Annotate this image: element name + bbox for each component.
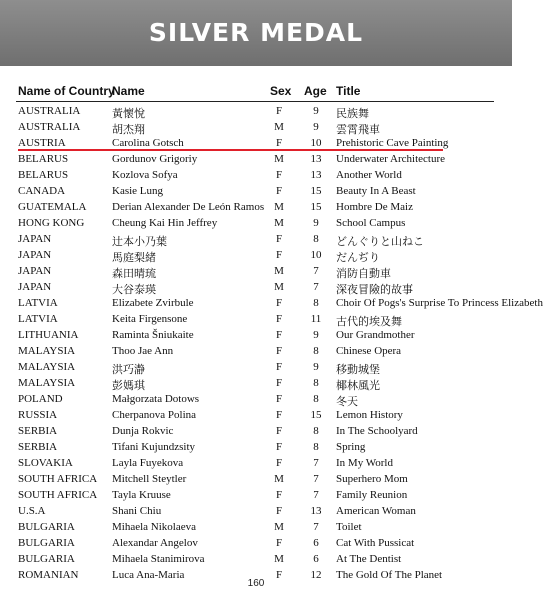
table-row <box>0 503 512 519</box>
cell-title: 深夜冒險的故事 <box>336 284 413 296</box>
cell-name: 大谷泰瑛 <box>112 284 156 296</box>
table-row <box>0 215 512 231</box>
cell-age: 15 <box>310 185 322 197</box>
cell-age: 13 <box>310 169 322 181</box>
cell-country: RUSSIA <box>18 409 58 421</box>
cell-title: At The Dentist <box>336 553 402 565</box>
table-row <box>0 439 512 455</box>
cell-name: 辻本小乃葉 <box>112 236 167 248</box>
cell-age: 7 <box>313 521 319 533</box>
cell-sex: F <box>275 393 283 405</box>
cell-title: American Woman <box>336 505 416 517</box>
cell-age: 9 <box>313 105 319 117</box>
cell-title: どんぐりと山ねこ <box>336 236 424 248</box>
cell-age: 13 <box>310 505 322 517</box>
winners-table <box>0 103 543 583</box>
cell-country: SOUTH AFRICA <box>18 489 98 501</box>
cell-country: SOUTH AFRICA <box>18 473 98 485</box>
table-row <box>0 487 512 503</box>
cell-country: MALAYSIA <box>18 345 76 357</box>
cell-age: 9 <box>313 121 319 133</box>
cell-title: Toilet <box>336 521 362 533</box>
table-row <box>0 519 512 535</box>
cell-sex: M <box>274 521 284 533</box>
cell-name: Alexandar Angelov <box>112 537 198 549</box>
cell-title: In My World <box>336 457 393 469</box>
cell-name: 黃懷悅 <box>112 108 145 120</box>
cell-age: 7 <box>313 489 319 501</box>
cell-name: Cherpanova Polina <box>112 409 197 421</box>
cell-country: BELARUS <box>18 153 69 165</box>
cell-age: 15 <box>310 409 322 421</box>
cell-name: Gordunov Grigoriy <box>112 153 198 165</box>
page-title: SILVER MEDAL <box>148 17 364 47</box>
page-number: 160 <box>247 578 265 589</box>
cell-sex: F <box>275 169 283 181</box>
cell-age: 11 <box>310 313 322 325</box>
cell-name: Layla Fuyekova <box>112 457 184 469</box>
cell-country: MALAYSIA <box>18 361 76 373</box>
table-row <box>0 311 512 327</box>
table-row <box>0 151 512 167</box>
cell-title: 冬天 <box>336 396 358 408</box>
cell-sex: F <box>275 313 283 325</box>
cell-country: MALAYSIA <box>18 377 76 389</box>
cell-sex: M <box>274 553 284 565</box>
cell-name: Keita Firgensone <box>112 313 188 325</box>
cell-name: 馬庭梨緒 <box>112 252 156 264</box>
cell-title: Beauty In A Beast <box>336 185 416 197</box>
cell-sex: M <box>274 121 284 133</box>
cell-title: School Campus <box>336 217 406 229</box>
cell-sex: F <box>275 537 283 549</box>
cell-sex: M <box>274 153 284 165</box>
cell-age: 8 <box>313 345 319 357</box>
cell-age: 7 <box>313 473 319 485</box>
cell-name: Raminta Šniukaite <box>112 329 194 341</box>
cell-title: Prehistoric Cave Painting <box>336 137 449 149</box>
cell-age: 8 <box>313 425 319 437</box>
cell-country: SERBIA <box>18 425 58 437</box>
cell-age: 12 <box>310 569 322 581</box>
cell-sex: F <box>275 489 283 501</box>
cell-title: 椰林風光 <box>336 380 380 392</box>
cell-name: Małgorzata Dotows <box>112 393 200 405</box>
cell-sex: F <box>275 361 283 373</box>
cell-country: SERBIA <box>18 441 58 453</box>
table-row <box>0 471 512 487</box>
cell-country: ROMANIAN <box>18 569 79 581</box>
cell-title: Spring <box>336 441 366 453</box>
cell-country: BULGARIA <box>18 537 75 549</box>
cell-country: JAPAN <box>18 249 52 261</box>
cell-sex: F <box>275 425 283 437</box>
cell-sex: F <box>275 329 283 341</box>
table-row <box>0 167 512 183</box>
cell-age: 9 <box>313 329 319 341</box>
cell-age: 15 <box>310 201 322 213</box>
table-row <box>0 295 543 311</box>
cell-age: 7 <box>313 457 319 469</box>
cell-age: 8 <box>313 377 319 389</box>
cell-name: Shani Chiu <box>112 505 162 517</box>
cell-title: Choir Of Pogs's Surprise To Princess Elizabeth <box>336 297 543 309</box>
table-row <box>0 119 512 135</box>
table-row <box>0 423 512 439</box>
cell-title: 雲霄飛車 <box>336 124 380 136</box>
cell-country: JAPAN <box>18 265 52 277</box>
cell-sex: M <box>274 201 284 213</box>
cell-country: U.S.A <box>18 505 46 517</box>
cell-sex: F <box>275 457 283 469</box>
column-header-sex: Sex <box>270 84 292 98</box>
cell-title: Hombre De Maiz <box>336 201 413 213</box>
table-row <box>0 359 512 375</box>
cell-sex: F <box>275 377 283 389</box>
cell-name: 森田晴琉 <box>112 268 156 280</box>
cell-country: HONG KONG <box>18 217 85 229</box>
cell-age: 13 <box>310 153 322 165</box>
cell-title: 移動城堡 <box>336 364 380 376</box>
cell-sex: F <box>275 409 283 421</box>
cell-age: 10 <box>310 249 322 261</box>
column-header-country: Name of Country <box>18 84 115 98</box>
column-header-title: Title <box>336 84 361 98</box>
table-row <box>0 183 512 199</box>
cell-age: 8 <box>313 393 319 405</box>
table-row <box>0 343 512 359</box>
cell-name: Carolina Gotsch <box>112 137 184 149</box>
cell-name: Kasie Lung <box>112 185 164 197</box>
cell-country: LATVIA <box>18 297 58 309</box>
cell-name: Kozlova Sofya <box>112 169 178 181</box>
cell-sex: F <box>275 297 283 309</box>
cell-sex: F <box>275 137 283 149</box>
cell-name: Elizabete Zvirbule <box>112 297 194 309</box>
cell-country: AUSTRALIA <box>18 121 81 133</box>
table-row <box>0 199 512 215</box>
cell-name: Cheung Kai Hin Jeffrey <box>112 217 218 229</box>
cell-title: Another World <box>336 169 402 181</box>
cell-name: 胡杰翔 <box>112 124 145 136</box>
cell-title: In The Schoolyard <box>336 425 418 437</box>
table-row <box>0 391 512 407</box>
cell-sex: F <box>275 441 283 453</box>
cell-name: 彭媽琪 <box>112 380 145 392</box>
table-row <box>0 247 512 263</box>
cell-age: 8 <box>313 233 319 245</box>
cell-country: LITHUANIA <box>18 329 79 341</box>
cell-name: Mihaela Stanimirova <box>112 553 205 565</box>
cell-country: CANADA <box>18 185 66 197</box>
cell-name: Dunja Rokvic <box>112 425 174 437</box>
cell-title: Lemon History <box>336 409 403 421</box>
cell-title: Superhero Mom <box>336 473 408 485</box>
cell-age: 7 <box>313 265 319 277</box>
table-row <box>0 407 512 423</box>
cell-sex: F <box>275 249 283 261</box>
cell-country: GUATEMALA <box>18 201 87 213</box>
cell-country: BULGARIA <box>18 553 75 565</box>
cell-age: 8 <box>313 441 319 453</box>
header-divider <box>16 101 494 102</box>
cell-name: 洪巧瀞 <box>112 364 145 376</box>
cell-country: POLAND <box>18 393 63 405</box>
cell-name: Luca Ana-Maria <box>112 569 185 581</box>
cell-title: Family Reunion <box>336 489 408 501</box>
cell-name: Thoo Jae Ann <box>112 345 174 357</box>
cell-title: 消防自動車 <box>336 268 391 280</box>
table-row <box>0 455 512 471</box>
cell-country: SLOVAKIA <box>18 457 73 469</box>
highlight-underline <box>18 149 443 151</box>
table-row <box>0 375 512 391</box>
cell-sex: F <box>275 345 283 357</box>
cell-name: Tifani Kujundzsity <box>112 441 196 453</box>
cell-title: Underwater Architecture <box>336 153 446 165</box>
table-row <box>0 327 512 343</box>
table-row <box>0 535 512 551</box>
cell-age: 6 <box>313 553 319 565</box>
cell-country: BULGARIA <box>18 521 75 533</box>
cell-name: Mitchell Steytler <box>112 473 187 485</box>
cell-country: LATVIA <box>18 313 58 325</box>
cell-sex: M <box>274 473 284 485</box>
cell-age: 10 <box>310 137 322 149</box>
cell-country: JAPAN <box>18 281 52 293</box>
column-header-age: Age <box>304 84 327 98</box>
cell-sex: F <box>275 569 283 581</box>
cell-sex: F <box>275 233 283 245</box>
cell-age: 9 <box>313 361 319 373</box>
cell-sex: F <box>275 105 283 117</box>
table-row <box>0 551 512 567</box>
cell-age: 8 <box>313 297 319 309</box>
cell-age: 6 <box>313 537 319 549</box>
cell-title: Chinese Opera <box>336 345 402 357</box>
cell-age: 7 <box>313 281 319 293</box>
cell-title: Our Grandmother <box>336 329 415 341</box>
cell-sex: M <box>274 281 284 293</box>
cell-name: Mihaela Nikolaeva <box>112 521 196 533</box>
table-row <box>0 231 512 247</box>
cell-title: 民族舞 <box>336 108 369 120</box>
cell-sex: F <box>275 505 283 517</box>
cell-age: 9 <box>313 217 319 229</box>
cell-sex: F <box>275 185 283 197</box>
cell-title: だんぢり <box>336 252 380 264</box>
table-row <box>0 279 512 295</box>
table-row <box>0 263 512 279</box>
cell-title: 古代的埃及舞 <box>336 316 402 328</box>
cell-sex: M <box>274 265 284 277</box>
cell-title: Cat With Pussicat <box>336 537 415 549</box>
cell-title: The Gold Of The Planet <box>336 569 443 581</box>
title-banner <box>0 0 512 66</box>
cell-country: AUSTRALIA <box>18 105 81 117</box>
cell-country: JAPAN <box>18 233 52 245</box>
column-header-name: Name <box>112 84 145 98</box>
cell-country: AUSTRIA <box>18 137 66 149</box>
table-header <box>0 84 512 102</box>
table-row <box>0 103 512 119</box>
cell-sex: M <box>274 217 284 229</box>
cell-name: Tayla Kruuse <box>112 489 171 501</box>
cell-name: Derian Alexander De León Ramos <box>112 201 265 213</box>
cell-country: BELARUS <box>18 169 69 181</box>
